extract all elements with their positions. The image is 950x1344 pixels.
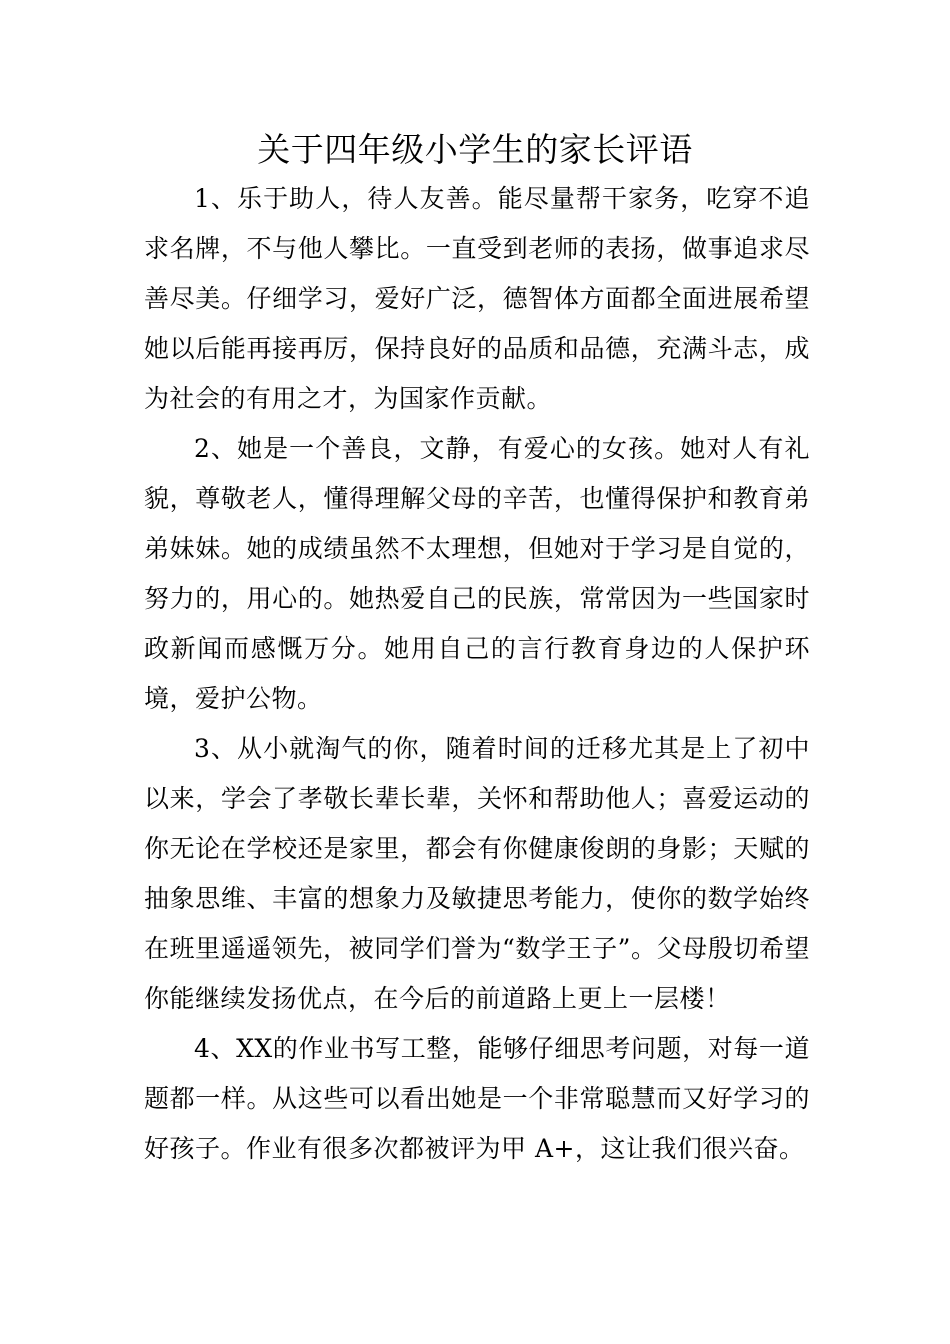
document-title: 关于四年级小学生的家长评语 — [257, 130, 693, 169]
paragraph-1: 1、乐于助人，待人友善。能尽量帮干家务，吃穿不追求名牌，不与他人攀比。一直受到老师的表扬，做事追求尽善尽美。仔细学习，爱好广泛，德智体方面都全面进展希望她以后能再接再厉，保持良好的品质和品德，充满斗志，成为社会的有用之才，为国家作贡献。 — [144, 184, 810, 413]
paragraph-4: 4、XX的作业书写工整，能够仔细思考问题，对每一道题都一样。从这些可以看出她是一个非常聪慧而又好学习的好孩子。作业有很多次都被评为甲 A+，这让我们很兴奋。 — [144, 1034, 810, 1163]
document-body — [144, 174, 810, 1174]
paragraph-3: 3、从小就淘气的你，随着时间的迁移尤其是上了初中以来，学会了孝敬长辈长辈，关怀和帮助他人；喜爱运动的你无论在学校还是家里，都会有你健康俊朗的身影；天赋的抽象思维、丰富的想象力及敏捷思考能力，使你的数学始终在班里遥遥领先，被同学们誉为“数学王子”。父母殷切希望你能继续发扬优点，在今后的前道路上更上一层楼！ — [144, 734, 810, 1013]
paragraph-2: 2、她是一个善良，文静，有爱心的女孩。她对人有礼貌，尊敬老人，懂得理解父母的辛苦，也懂得保护和教育弟弟妹妹。她的成绩虽然不太理想，但她对于学习是自觉的，努力的，用心的。她热爱自己的民族，常常因为一些国家时政新闻而感慨万分。她用自己的言行教育身边的人保护环境，爱护公物。 — [144, 434, 810, 713]
